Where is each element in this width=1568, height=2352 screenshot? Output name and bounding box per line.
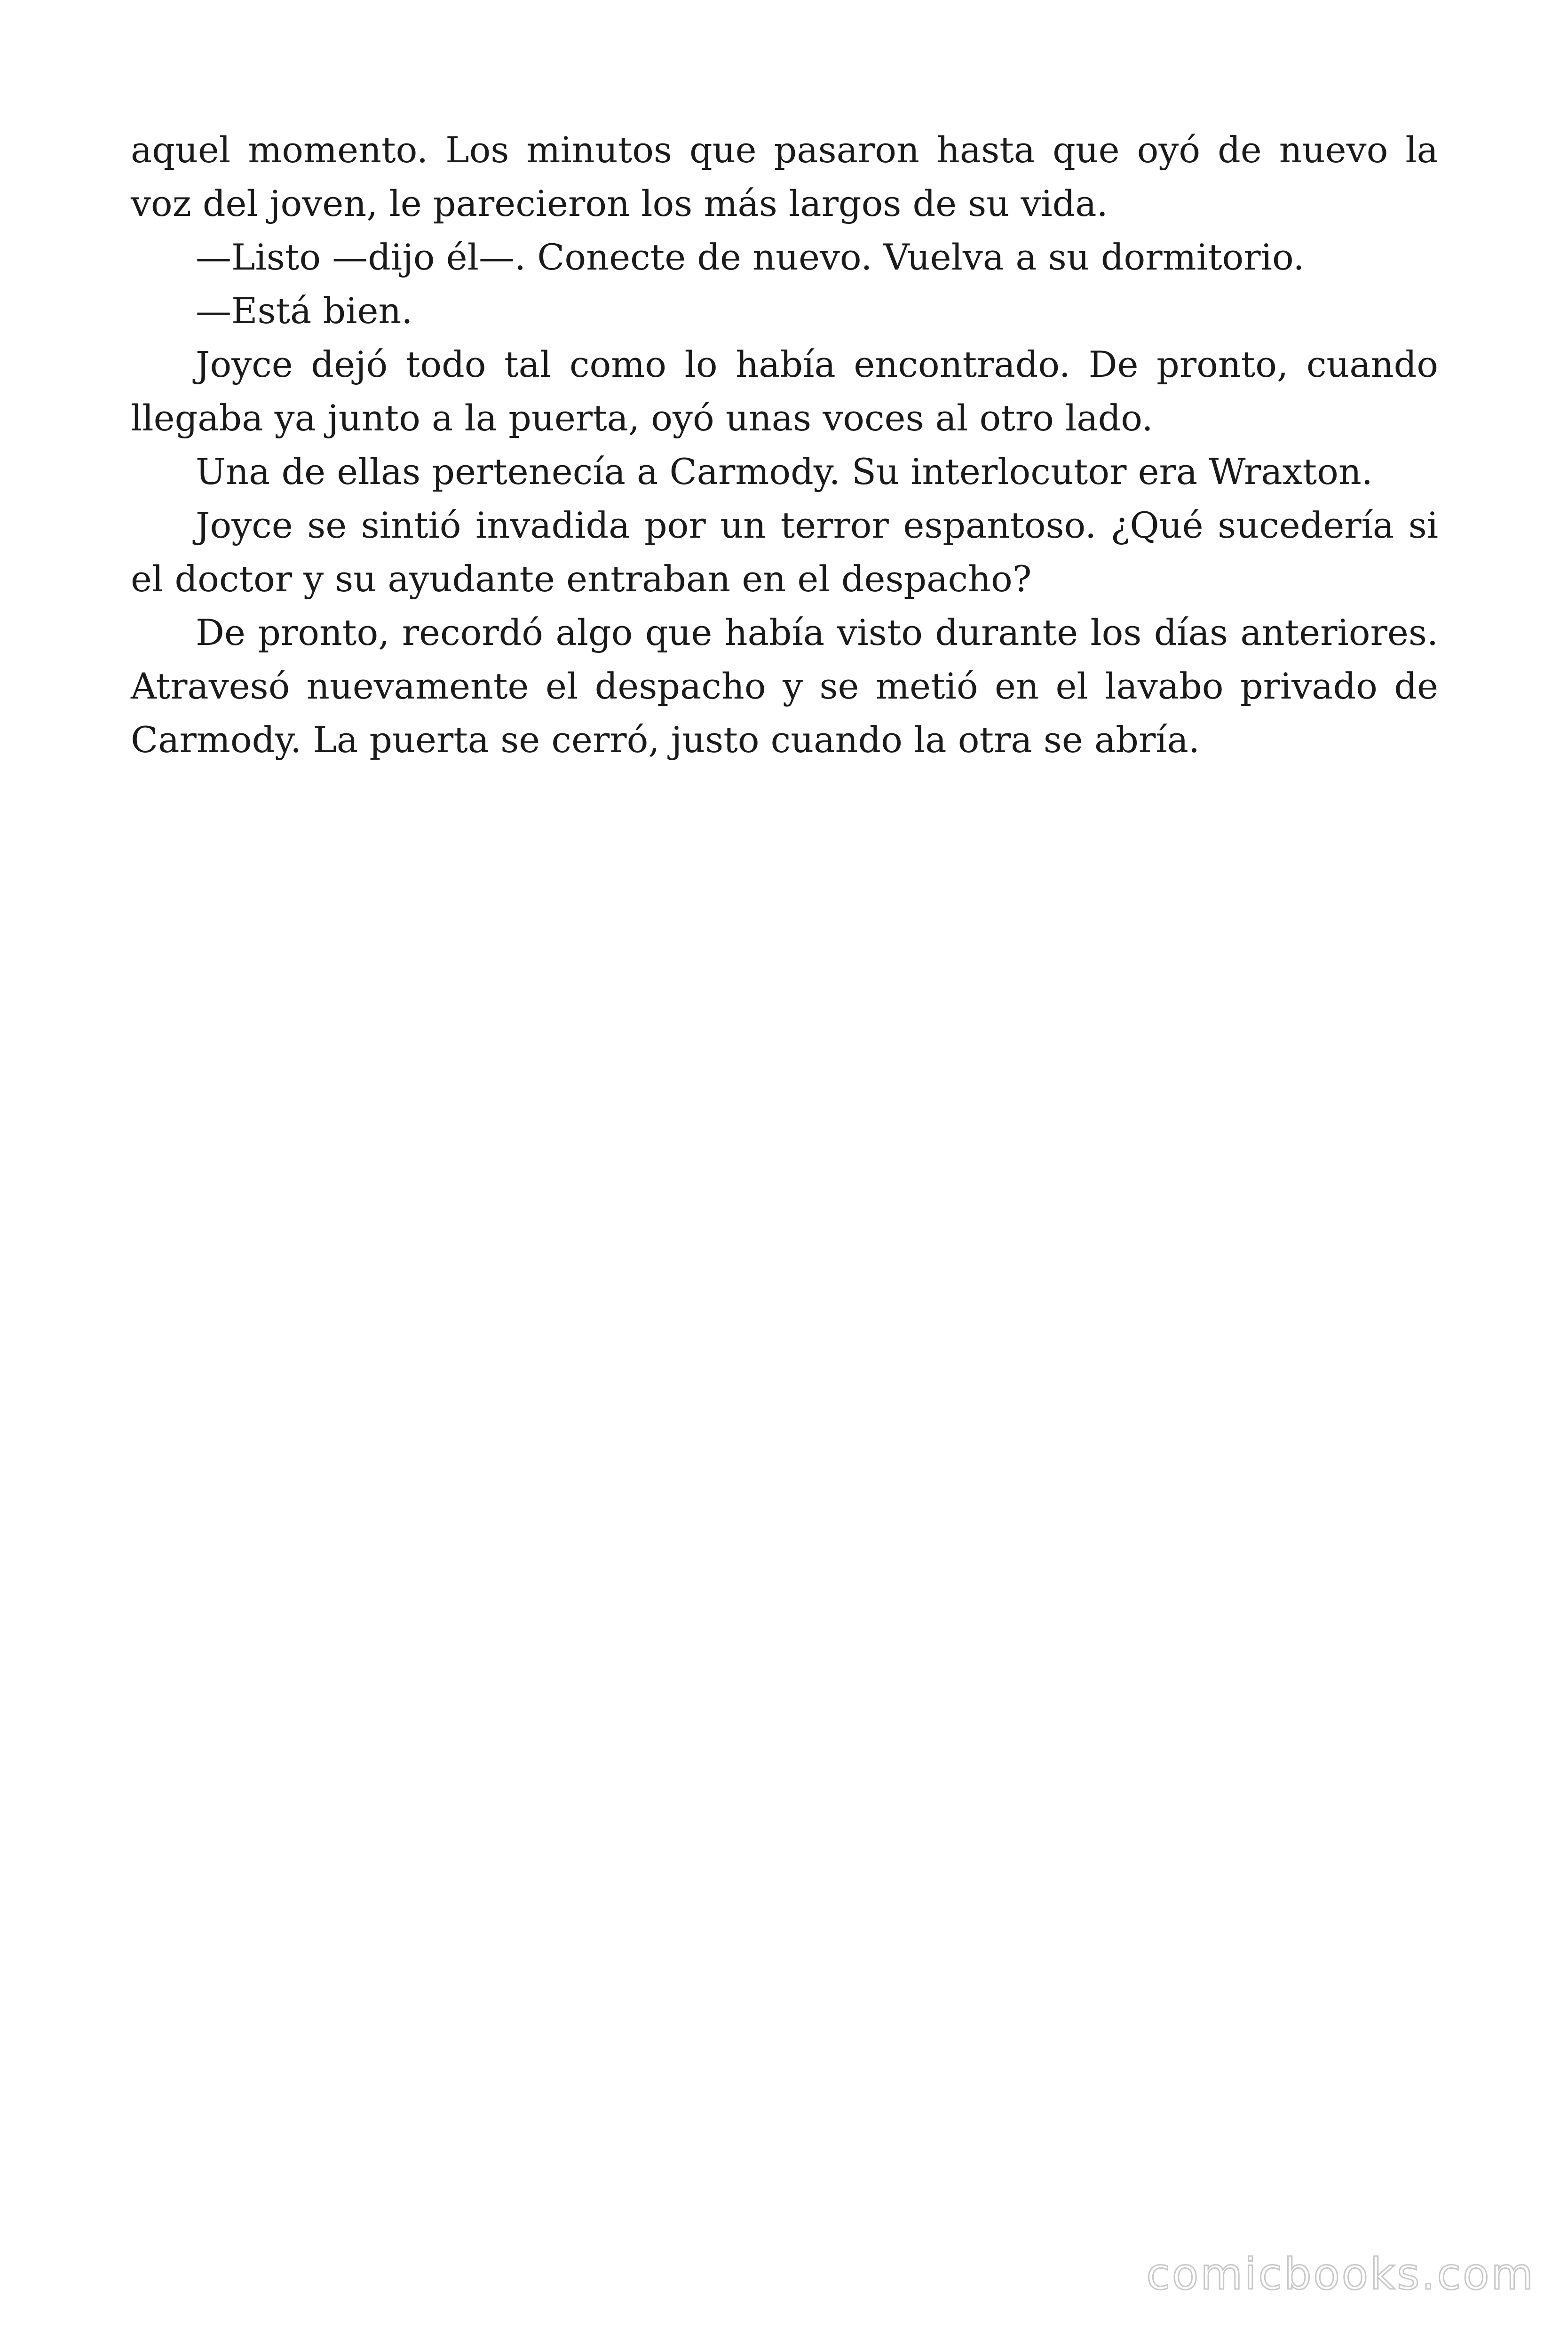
- paragraph-1: aquel momento. Los minutos que pasaron hasta que oyó de nuevo la voz del joven, le parecieron los más largos de su vida.: [131, 129, 1438, 224]
- body-text: [131, 123, 1438, 767]
- paragraph-3: —Está bien.: [196, 290, 413, 332]
- paragraph-5: Una de ellas pertenecía a Carmody. Su interlocutor era Wraxton.: [196, 451, 1373, 493]
- paragraph-7: De pronto, recordó algo que había visto durante los días anteriores. Atravesó nuevamente el despacho y se metió en el lavabo privado de Carmody. La puerta se cerró, justo cuando la otra se abría.: [131, 612, 1438, 761]
- paragraph-4: Joyce dejó todo tal como lo había encontrado. De pronto, cuando llegaba ya junto a la puerta, oyó unas voces al otro lado.: [131, 343, 1438, 439]
- watermark: comicbooks.com: [1146, 2249, 1535, 2299]
- paragraph-2: —Listo —dijo él—. Conecte de nuevo. Vuelva a su dormitorio.: [196, 236, 1305, 278]
- paragraph-6: Joyce se sintió invadida por un terror espantoso. ¿Qué sucedería si el doctor y su ayudante entraban en el despacho?: [131, 504, 1438, 600]
